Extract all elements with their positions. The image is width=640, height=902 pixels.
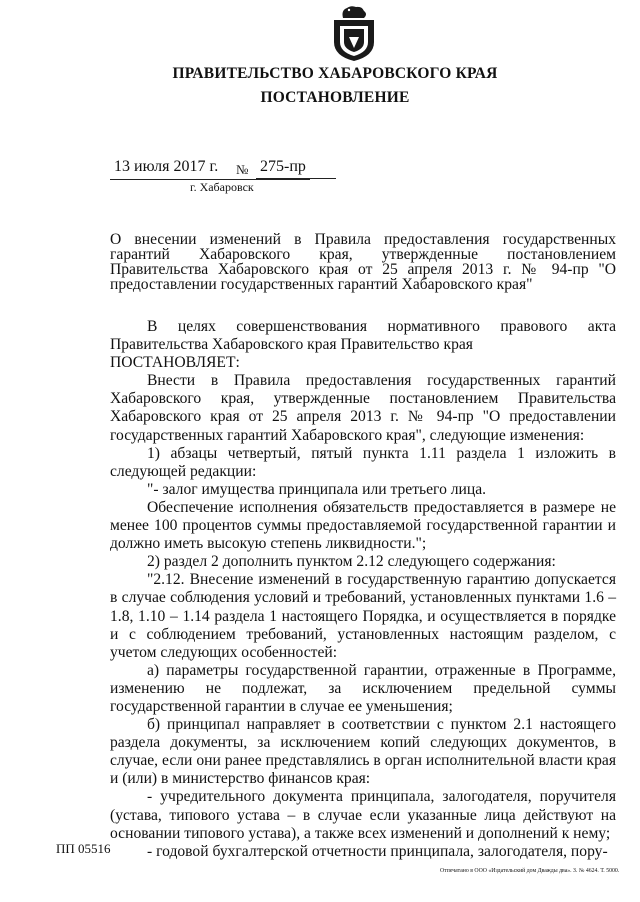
body-paragraph: "2.12. Внесение изменений в государственную гарантию допускается в случае соблюдения условий и требований, установленных пунктами 1.6 – 1.8, 1.10 – 1.14 раздела 1 настоящего Порядка, и осуществляется в порядке и с соблюдением требований, установленных настоящим разделом, с учетом следующих особенностей: <box>110 571 616 661</box>
document-city: г. Хабаровск <box>190 180 254 194</box>
document-subject: О внесении изменений в Правила предоставления государственных гарантий Хабаровского края, утвержденные постановлением Правительства Хабаровского края от 25 апреля 2013 г. № 94-пр "О предоставлении государственных гарантий Хабаровского края" <box>110 231 616 293</box>
document-date: 13 июля 2017 г. <box>114 158 219 175</box>
body-paragraph: 2) раздел 2 дополнить пунктом 2.12 следующего содержания: <box>147 553 556 571</box>
body-paragraph: "- залог имущества принципала или третьего лица. <box>147 480 487 498</box>
document-type-title: ПОСТАНОВЛЕНИЕ <box>260 89 410 106</box>
body-paragraph: а) параметры государственной гарантии, отраженные в Программе, изменению не подлежат, за исключением предельной суммы государственной гарантии в случае ее уменьшения; <box>110 661 616 715</box>
body-paragraph: - годовой бухгалтерской отчетности принципала, залогодателя, пору- <box>147 842 608 860</box>
body-paragraph: - учредительного документа принципала, залогодателя, поручителя (устава, типового устава – в случае если указанные лица действуют на основании типового устава), а также всех изменений и дополнений к нему; <box>110 788 616 842</box>
coat-of-arms-emblem <box>331 4 377 62</box>
body-paragraph: б) принципал направляет в соответствии с пунктом 2.1 настоящего раздела документы, за исключением копий следующих документов, в случае, если они ранее представлялись в орган исполнительной власти края и (или) в министерство финансов края: <box>110 716 616 788</box>
body-paragraph: 1) абзацы четвертый, пятый пункта 1.11 раздела 1 изложить в следующей редакции: <box>110 444 616 480</box>
resolves-heading: ПОСТАНОВЛЯЕТ: <box>110 354 240 372</box>
body-paragraph: Внести в Правила предоставления государственных гарантий Хабаровского края, утвержденные постановлением Правительства Хабаровского края от 25 апреля 2013 г. № 94-пр "О предоставлении государственных гарантий Хабаровского края", следующие изменения: <box>110 372 616 444</box>
printer-imprint: Отпечатано в ООО «Издательский дом Дважды два». З. № 4624. Т. 5000. <box>440 868 620 874</box>
government-title: ПРАВИТЕЛЬСТВО ХАБАРОВСКОГО КРАЯ <box>172 65 498 82</box>
body-paragraph: Обеспечение исполнения обязательств предоставляется в размере не менее 100 процентов суммы предоставляемой государственной гарантии и должно иметь высокую степень ликвидности."; <box>110 498 616 553</box>
document-code: ПП 05516 <box>56 841 111 856</box>
document-number: 275-пр <box>260 158 306 175</box>
number-sign: № <box>236 162 249 177</box>
document-body <box>110 318 616 861</box>
number-underline <box>256 178 336 179</box>
intro-paragraph: В целях совершенствования нормативного правового акта Правительства Хабаровского края Правительство края <box>110 318 616 354</box>
